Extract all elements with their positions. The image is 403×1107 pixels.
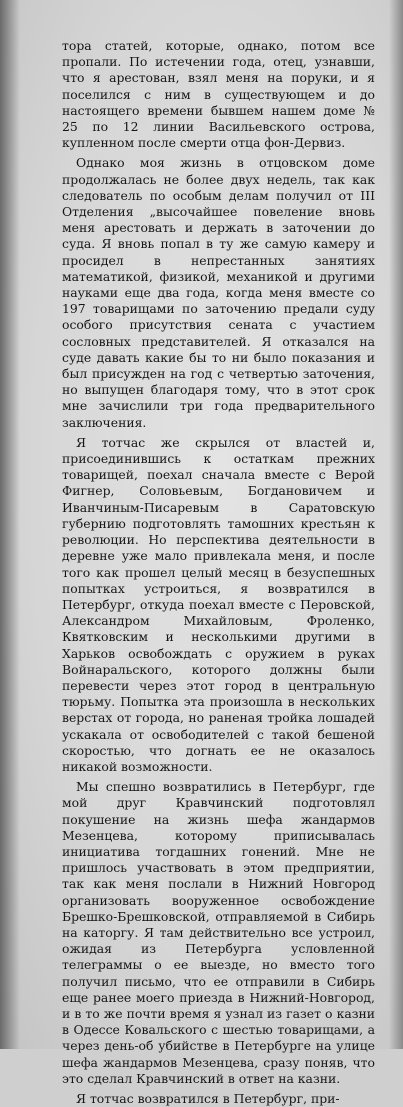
paragraph-2: Однако моя жизнь в отцовском доме продолжалась не более двух недель, так как следователь по особым делам получил от III Отделения „высочайшее повеление вновь меня арестовать и держать в заточении до суда. Я вновь попал в ту же самую камеру и просидел в непрестанных занятиях математикой, физикой, механикой и другими науками еще два года, когда меня вместе со 197 товарищами по заточению предали суду особого присутствия сената с участием сословных представителей. Я отказался на суде давать какие бы то ни было показания и был присужден на год с четвертью заточения, но выпущен благодаря тому, что в этот срок мне зачислили три года предварительного заключения. <box>62 155 375 430</box>
paragraph-5: Я тотчас возвратился в Петербург, при- <box>76 1091 340 1106</box>
paragraph-1: тора статей, которые, однако, потом все пропали. По истечении года, отец, узнавши, что я арестован, взял меня на поруки, и я поселился с ним в существующем и до настоящего времени бывшем нашем доме № 25 по 12 линии Васильевского острова, купленном после смерти отца фон-Дервиз. <box>62 38 375 151</box>
paragraph-4: Мы спешно возвратились в Петербург, где мой друг Кравчинский подготовлял покушение на жизнь шефа жандармов Мезенцева, которому приписывалась инициатива тогдашних гонений. Мне не пришлось участвовать в этом предприятии, так как меня послали в Нижний Новгород организовать вооруженное освобождение Брешко-Брешковской, отправляемой в Сибирь на каторгу. Я там действительно все устроил, ожидая из Петербурга условленной телеграммы о ее выезде, но вместо того получил письмо, что ее отправили в Сибирь еще ранее моего приезда в Нижний-Новгород, и в то же почти время я узнал из газет о казни в Одессе Ковальского с шестью товарищами, а через день-об убийстве в Петербурге на улице шефа жандармов Мезенцева, сразу поняв, что это сделал Кравчинский в ответ на казни. <box>62 779 375 1086</box>
paragraph-3: Я тотчас же скрылся от властей и, присоединившись к остаткам прежних товарищей, поехал сначала вместе с Верой Фигнер, Соловьевым, Богдановичем и Иванчиным-Писаревым в Саратовскую губернию подготовлять тамошних крестьян к революции. Но перспектива деятельности в деревне уже мало привлекала меня, и после того как прошел целый месяц в безуспешных попытках устроиться, я возвратился в Петербург, откуда поехал вместе с Перовской, Александром Михайловым, Фроленко, Квятковским и несколькими другими в Харьков освобождать с оружием в руках Войнаральского, которого должны были перевести через этот город в центральную тюрьму. Попытка эта произошла в нескольких верстах от города, но раненая тройка лошадей ускакала от освободителей с такой бешеной скоростью, что догнать ее не оказалось никакой возможности. <box>62 434 375 774</box>
